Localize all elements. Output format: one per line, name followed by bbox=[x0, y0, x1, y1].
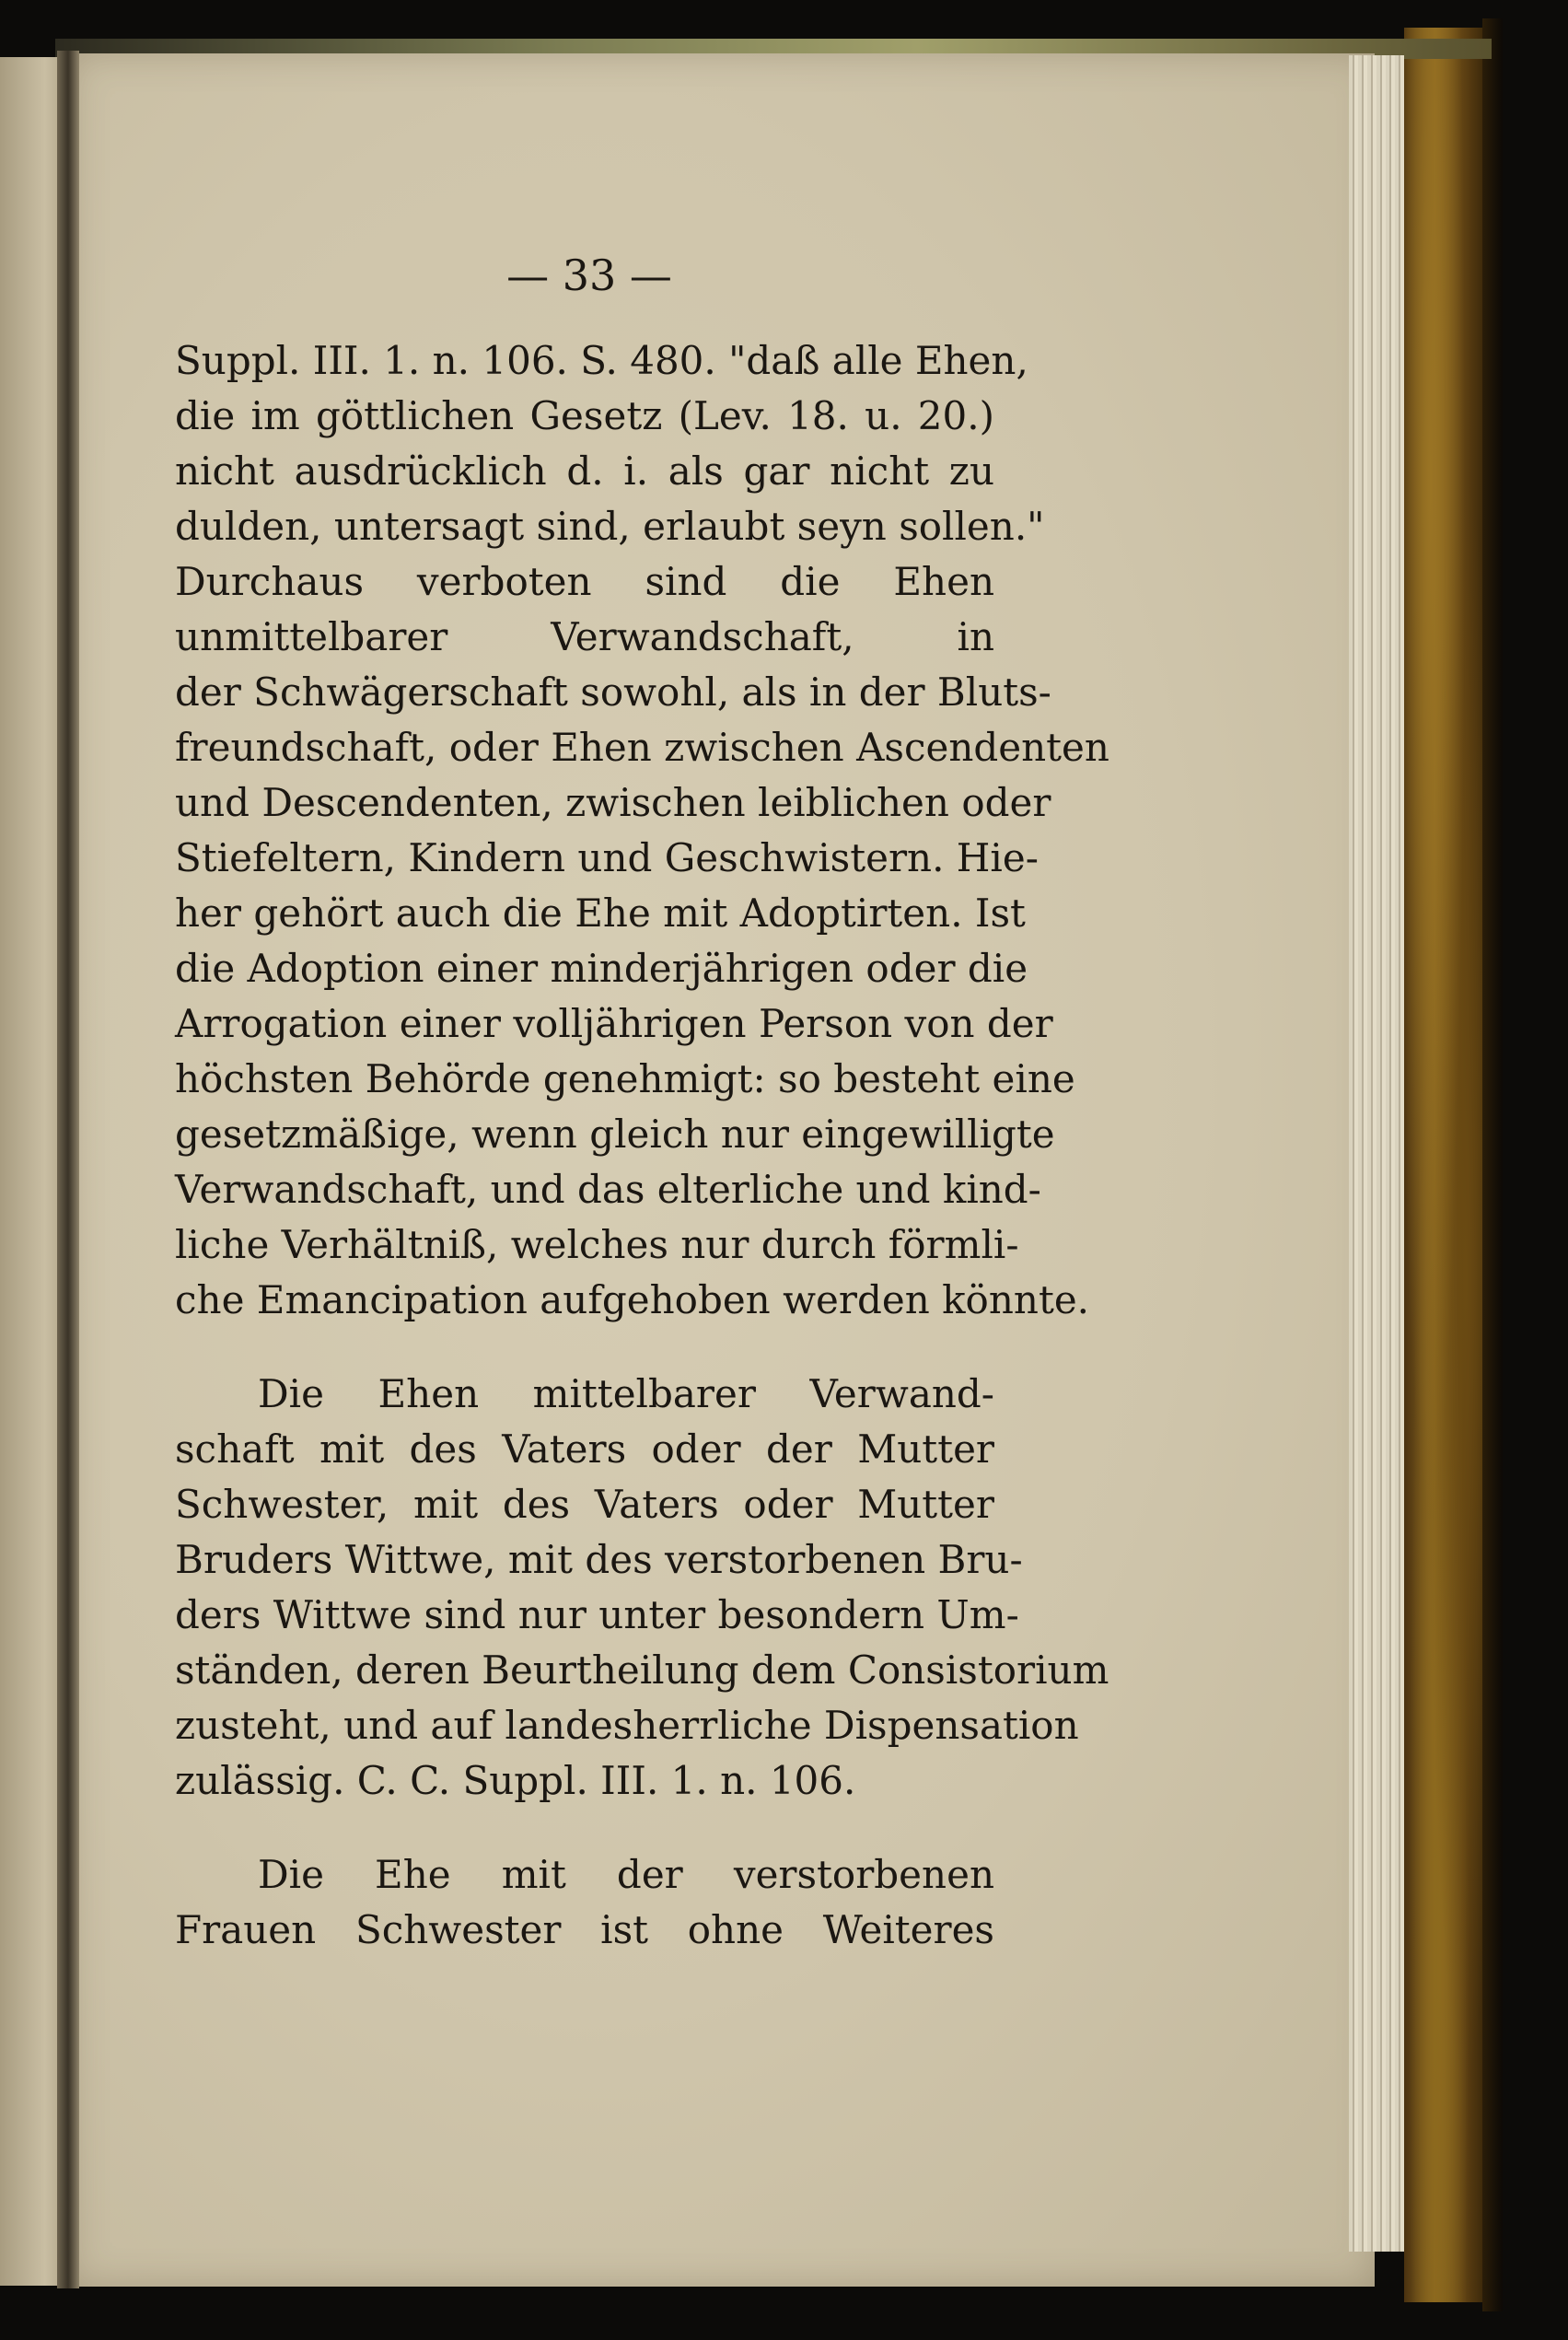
text-line: Durchaus verboten sind die Ehen bbox=[175, 559, 994, 604]
cover-edge bbox=[1482, 18, 1503, 2311]
text-line: ders Wittwe sind nur unter besondern Um- bbox=[175, 1592, 1019, 1637]
text-line: der Schwägerschaft sowohl, als in der Bluts- bbox=[175, 669, 1051, 715]
left-page-edge bbox=[0, 57, 64, 2286]
text-line: Die Ehe mit der verstorbenen bbox=[258, 1852, 994, 1897]
text-line: zusteht, und auf landesherrliche Dispensation bbox=[175, 1703, 1079, 1748]
text-line: Die Ehen mittelbarer Verwand- bbox=[258, 1371, 994, 1416]
text-line: unmittelbarer Verwandschaft, in bbox=[175, 614, 994, 659]
marbled-cover bbox=[1404, 28, 1492, 2302]
body-text bbox=[175, 333, 1109, 1958]
paragraph-gap bbox=[175, 1328, 994, 1367]
text-line: die Adoption einer minderjährigen oder die bbox=[175, 946, 1028, 991]
text-line: zulässig. C. C. Suppl. III. 1. n. 106. bbox=[175, 1758, 856, 1803]
text-line: Bruders Wittwe, mit des verstorbenen Bru- bbox=[175, 1537, 1023, 1582]
text-line: gesetzmäßige, wenn gleich nur eingewilligte bbox=[175, 1112, 1055, 1157]
text-line: Suppl. III. 1. n. 106. S. 480. "daß alle Ehen, bbox=[175, 338, 1028, 383]
paragraph-gap bbox=[175, 1809, 994, 1847]
paragraph-3 bbox=[175, 1847, 994, 1958]
text-line: che Emancipation aufgehoben werden könnte. bbox=[175, 1277, 1090, 1322]
text-line: Frauen Schwester ist ohne Weiteres bbox=[175, 1907, 994, 1952]
text-line: dulden, untersagt sind, erlaubt seyn sollen." bbox=[175, 504, 1045, 549]
text-line: höchsten Behörde genehmigt: so besteht eine bbox=[175, 1056, 1075, 1101]
page-stack-edges bbox=[1349, 55, 1404, 2252]
text-line: die im göttlichen Gesetz (Lev. 18. u. 20.) bbox=[175, 393, 994, 438]
text-line: Stiefeltern, Kindern und Geschwistern. Hie- bbox=[175, 835, 1039, 880]
text-line: und Descendenten, zwischen leiblichen oder bbox=[175, 780, 1051, 825]
paragraph-1 bbox=[175, 333, 1109, 1328]
text-line: freundschaft, oder Ehen zwischen Ascendenten bbox=[175, 725, 1109, 770]
paragraph-2 bbox=[175, 1367, 1109, 1809]
text-line: Arrogation einer volljährigen Person von der bbox=[175, 1001, 1053, 1046]
text-line: liche Verhältniß, welches nur durch förmli- bbox=[175, 1222, 1019, 1267]
text-line: schaft mit des Vaters oder der Mutter bbox=[175, 1426, 994, 1472]
text-line: her gehört auch die Ehe mit Adoptirten. Ist bbox=[175, 891, 1026, 936]
text-line: Schwester, mit des Vaters oder Mutter bbox=[175, 1482, 994, 1527]
page-number: — 33 — bbox=[506, 250, 672, 300]
text-line: nicht ausdrücklich d. i. als gar nicht zu bbox=[175, 448, 994, 494]
text-line: Verwandschaft, und das elterliche und kind- bbox=[175, 1167, 1041, 1212]
book-gutter bbox=[57, 51, 79, 2288]
text-line: ständen, deren Beurtheilung dem Consistorium bbox=[175, 1647, 1109, 1693]
